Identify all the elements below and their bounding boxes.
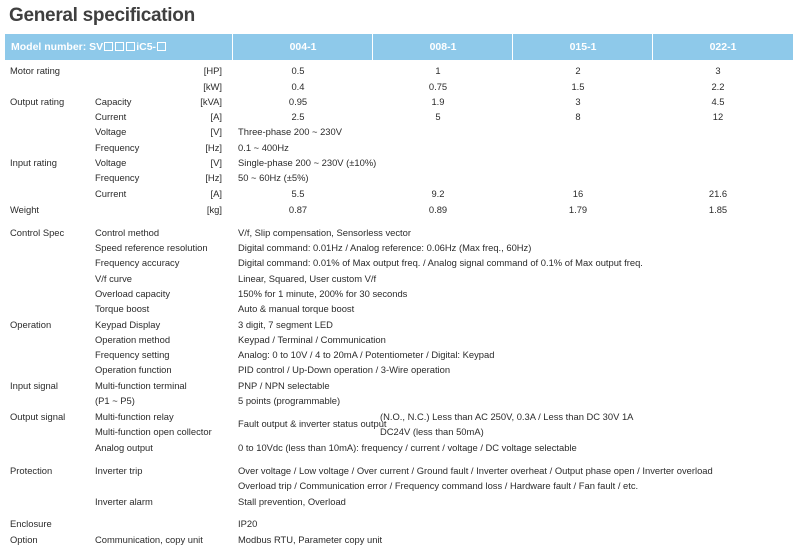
cell-value: Auto & manual torque boost — [238, 303, 355, 314]
cell-value: 150% for 1 minute, 200% for 30 seconds — [238, 288, 408, 299]
model-number-label: Model number: SV iC5- — [11, 34, 167, 60]
row-label: Multi-function relay — [95, 411, 174, 422]
model-column-008-1: 008-1 — [429, 41, 457, 53]
row-label: Current — [95, 188, 127, 199]
control-spec-label: Control Spec — [10, 227, 65, 238]
table-header — [5, 34, 793, 60]
cell-value: 2.5 — [291, 111, 305, 122]
cell-value: 4.5 — [711, 96, 725, 107]
cell-value: 3 digit, 7 segment LED — [238, 319, 333, 330]
unit-kva: [kVA] — [200, 96, 222, 107]
placeholder-box-icon — [157, 42, 166, 51]
cell-value: 9.2 — [431, 188, 445, 199]
model-column-022-1: 022-1 — [709, 41, 737, 53]
cell-value: 2.2 — [711, 81, 725, 92]
cell-value: Fault output & inverter status output — [238, 418, 387, 429]
cell-value: 5.5 — [291, 188, 305, 199]
unit-hz: [Hz] — [205, 172, 222, 183]
cell-value: 21.6 — [708, 188, 728, 199]
input-rating-label: Input rating — [10, 157, 57, 168]
unit-hp: [HP] — [203, 65, 222, 76]
row-label: Inverter alarm — [95, 496, 153, 507]
cell-value: Stall prevention, Overload — [238, 496, 346, 507]
placeholder-box-icon — [115, 42, 124, 51]
cell-value: Overload trip / Communication error / Frequency command loss / Hardware fault / Fan fault / etc. — [238, 480, 639, 491]
cell-value: 1.9 — [431, 96, 445, 107]
cell-value: IP20 — [238, 518, 258, 529]
row-label: Multi-function open collector — [95, 426, 212, 437]
cell-value: 1.79 — [568, 204, 588, 215]
row-label: Current — [95, 111, 127, 122]
cell-value: 0.75 — [428, 81, 448, 92]
cell-value: Modbus RTU, Parameter copy unit — [238, 534, 383, 545]
row-label: Speed reference resolution — [95, 242, 208, 253]
cell-value: PID control / Up-Down operation / 3-Wire operation — [238, 364, 451, 375]
cell-value: Linear, Squared, User custom V/f — [238, 273, 377, 284]
cell-value: 0.1 ~ 400Hz — [238, 142, 289, 153]
cell-value: 2 — [575, 65, 581, 76]
output-rating-label: Output rating — [10, 96, 65, 107]
cell-value: 0.89 — [428, 204, 448, 215]
cell-value: DC24V (less than 50mA) — [380, 426, 484, 437]
cell-value: 0 to 10Vdc (less than 10mA): frequency / current / voltage / DC voltage selectable — [238, 442, 577, 453]
weight-label: Weight — [10, 204, 40, 215]
cell-value: V/f, Slip compensation, Sensorless vector — [238, 227, 411, 238]
unit-a: [A] — [210, 111, 222, 122]
row-label: Torque boost — [95, 303, 150, 314]
placeholder-box-icon — [104, 42, 113, 51]
row-label: Voltage — [95, 126, 127, 137]
cell-value: PNP / NPN selectable — [238, 380, 330, 391]
cell-value: 5 — [435, 111, 441, 122]
row-label: Voltage — [95, 157, 127, 168]
row-label: Communication, copy unit — [95, 534, 203, 545]
cell-value: Keypad / Terminal / Communication — [238, 334, 386, 345]
row-label: Operation function — [95, 364, 172, 375]
motor-rating-label: Motor rating — [10, 65, 61, 76]
model-column-015-1: 015-1 — [569, 41, 597, 53]
cell-value: 3 — [715, 65, 721, 76]
enclosure-label: Enclosure — [10, 518, 52, 529]
row-label: Analog output — [95, 442, 153, 453]
row-label: Overload capacity — [95, 288, 171, 299]
cell-value: Three-phase 200 ~ 230V — [238, 126, 342, 137]
row-label: Operation method — [95, 334, 171, 345]
cell-value: 0.4 — [291, 81, 305, 92]
cell-value: (N.O., N.C.) Less than AC 250V, 0.3A / Less than DC 30V 1A — [380, 411, 634, 422]
model-column-004-1: 004-1 — [289, 41, 317, 53]
cell-value: 0.95 — [288, 96, 308, 107]
cell-value: 1.5 — [571, 81, 585, 92]
row-label: Control method — [95, 227, 160, 238]
row-label: Inverter trip — [95, 465, 143, 476]
option-label: Option — [10, 534, 38, 545]
row-label: (P1 ~ P5) — [95, 395, 135, 406]
cell-value: 1.85 — [708, 204, 728, 215]
cell-value: Digital command: 0.01Hz / Analog reference: 0.06Hz (Max freq., 60Hz) — [238, 242, 532, 253]
cell-value: 0.5 — [291, 65, 305, 76]
row-label: Frequency accuracy — [95, 257, 180, 268]
unit-kw: [kW] — [203, 81, 222, 92]
cell-value: 3 — [575, 96, 581, 107]
row-label: Capacity — [95, 96, 132, 107]
row-label: Frequency setting — [95, 349, 170, 360]
unit-kg: [kg] — [206, 204, 222, 215]
row-label: Frequency — [95, 142, 140, 153]
cell-value: Single-phase 200 ~ 230V (±10%) — [238, 157, 377, 168]
row-label: Multi-function terminal — [95, 380, 187, 391]
cell-value: Over voltage / Low voltage / Over current / Ground fault / Inverter overheat / Output phase open / Inverter overload — [238, 465, 713, 476]
cell-value: 1 — [435, 65, 441, 76]
output-signal-label: Output signal — [10, 411, 66, 422]
cell-value: Analog: 0 to 10V / 4 to 20mA / Potentiometer / Digital: Keypad — [238, 349, 495, 360]
row-label: Frequency — [95, 172, 140, 183]
row-label: V/f curve — [95, 273, 132, 284]
unit-hz: [Hz] — [205, 142, 222, 153]
cell-value: 50 ~ 60Hz (±5%) — [238, 172, 309, 183]
cell-value: Digital command: 0.01% of Max output freq. / Analog signal command of 0.1% of Max output freq. — [238, 257, 643, 268]
cell-value: 5 points (programmable) — [238, 395, 341, 406]
protection-label: Protection — [10, 465, 53, 476]
operation-label: Operation — [10, 319, 52, 330]
unit-a: [A] — [210, 188, 222, 199]
page-title: General specification — [9, 5, 195, 26]
row-label: Keypad Display — [95, 319, 161, 330]
cell-value: 12 — [712, 111, 724, 122]
input-signal-label: Input signal — [10, 380, 58, 391]
cell-value: 0.87 — [288, 204, 308, 215]
placeholder-box-icon — [126, 42, 135, 51]
cell-value: 16 — [572, 188, 584, 199]
unit-v: [V] — [210, 157, 222, 168]
unit-v: [V] — [210, 126, 222, 137]
cell-value: 8 — [575, 111, 581, 122]
